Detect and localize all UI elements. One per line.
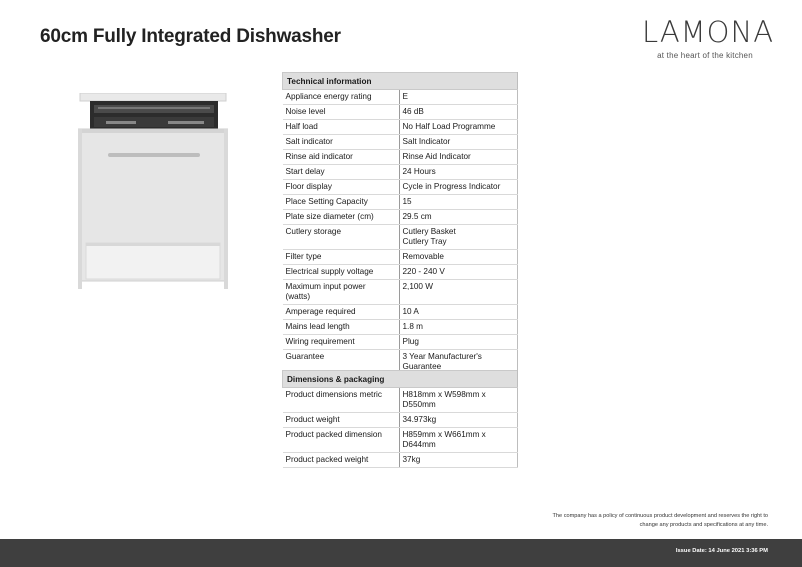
spec-label — [283, 280, 400, 305]
spec-value — [399, 225, 518, 250]
spec-label: Cutlery storage — [283, 225, 400, 250]
table-row — [283, 280, 518, 305]
spec-value: 1.8 m — [399, 320, 518, 335]
spec-label: Mains lead length — [283, 320, 400, 335]
disclaimer-line: The company has a policy of continuous product development and reserves the right to — [552, 513, 768, 519]
disclaimer-line: change any products and specifications at any time. — [639, 522, 768, 528]
spec-label: Place Setting Capacity — [283, 195, 400, 210]
disclaimer — [468, 512, 768, 530]
spec-value-line: Guarantee — [402, 362, 442, 371]
spec-value-line: H859mm x W661mm x — [402, 430, 486, 439]
spec-value — [399, 388, 518, 413]
page-title: 60cm Fully Integrated Dishwasher — [40, 26, 341, 47]
spec-value-line: 3 Year Manufacturer's — [402, 352, 482, 361]
spec-label: Plate size diameter (cm) — [283, 210, 400, 225]
spec-label: Product dimensions metric — [283, 388, 400, 413]
spec-value-line: H818mm x W598mm x — [402, 390, 486, 399]
spec-value — [399, 428, 518, 453]
spec-value: 2,100 W — [399, 280, 518, 305]
dimensions-table — [282, 370, 518, 468]
technical-info-heading: Technical information — [283, 73, 518, 90]
spec-label: Amperage required — [283, 305, 400, 320]
spec-label: Product weight — [283, 413, 400, 428]
table-row — [283, 105, 518, 120]
table-row — [283, 225, 518, 250]
table-row — [283, 150, 518, 165]
spec-label: Floor display — [283, 180, 400, 195]
spec-label: Filter type — [283, 250, 400, 265]
brand-tagline: at the heart of the kitchen — [657, 51, 753, 60]
spec-value: 24 Hours — [399, 165, 518, 180]
spec-value: E — [399, 90, 518, 105]
table-row — [283, 195, 518, 210]
dimensions-heading: Dimensions & packaging — [283, 371, 518, 388]
spec-value: 15 — [399, 195, 518, 210]
spec-label: Appliance energy rating — [283, 90, 400, 105]
spec-value: No Half Load Programme — [399, 120, 518, 135]
issue-date: Issue Date: 14 June 2021 3:36 PM — [675, 548, 768, 554]
dishwasher-image — [78, 93, 228, 289]
spec-value-line: Cutlery Tray — [402, 237, 447, 246]
spec-value: 29.5 cm — [399, 210, 518, 225]
spec-value: 10 A — [399, 305, 518, 320]
spec-label: Rinse aid indicator — [283, 150, 400, 165]
spec-label: Guarantee — [283, 350, 400, 375]
spec-label: Noise level — [283, 105, 400, 120]
spec-value: Salt Indicator — [399, 135, 518, 150]
spec-value-line: Cutlery Basket — [402, 227, 456, 236]
spec-value-line: D550mm — [402, 400, 436, 409]
spec-value: 37kg — [399, 453, 518, 468]
spec-label: Wiring requirement — [283, 335, 400, 350]
table-row — [283, 305, 518, 320]
spec-label: Product packed weight — [283, 453, 400, 468]
spec-label: Start delay — [283, 165, 400, 180]
table-row — [283, 210, 518, 225]
table-row — [283, 335, 518, 350]
brand-logo — [642, 14, 775, 60]
spec-value: 220 - 240 V — [399, 265, 518, 280]
table-row — [283, 135, 518, 150]
table-row — [283, 180, 518, 195]
technical-info-table — [282, 72, 518, 375]
spec-value: Removable — [399, 250, 518, 265]
table-row — [283, 120, 518, 135]
spec-label: Half load — [283, 120, 400, 135]
table-row — [283, 320, 518, 335]
brand-name: LAMONA — [642, 15, 775, 49]
table-row — [283, 265, 518, 280]
table-row — [283, 413, 518, 428]
spec-value-line: D644mm — [402, 440, 436, 449]
spec-value: 34.973kg — [399, 413, 518, 428]
spec-value: Plug — [399, 335, 518, 350]
spec-label: Salt indicator — [283, 135, 400, 150]
table-row — [283, 453, 518, 468]
spec-value: Cycle in Progress Indicator — [399, 180, 518, 195]
table-row — [283, 90, 518, 105]
table-row — [283, 388, 518, 413]
spec-label-line: Maximum input power — [285, 282, 366, 291]
spec-label: Electrical supply voltage — [283, 265, 400, 280]
table-row — [283, 428, 518, 453]
spec-value: Rinse Aid Indicator — [399, 150, 518, 165]
table-row — [283, 250, 518, 265]
table-row — [283, 165, 518, 180]
spec-value: 46 dB — [399, 105, 518, 120]
spec-label: Product packed dimension — [283, 428, 400, 453]
spec-label-line: (watts) — [285, 292, 311, 301]
footer-bar — [0, 539, 802, 567]
